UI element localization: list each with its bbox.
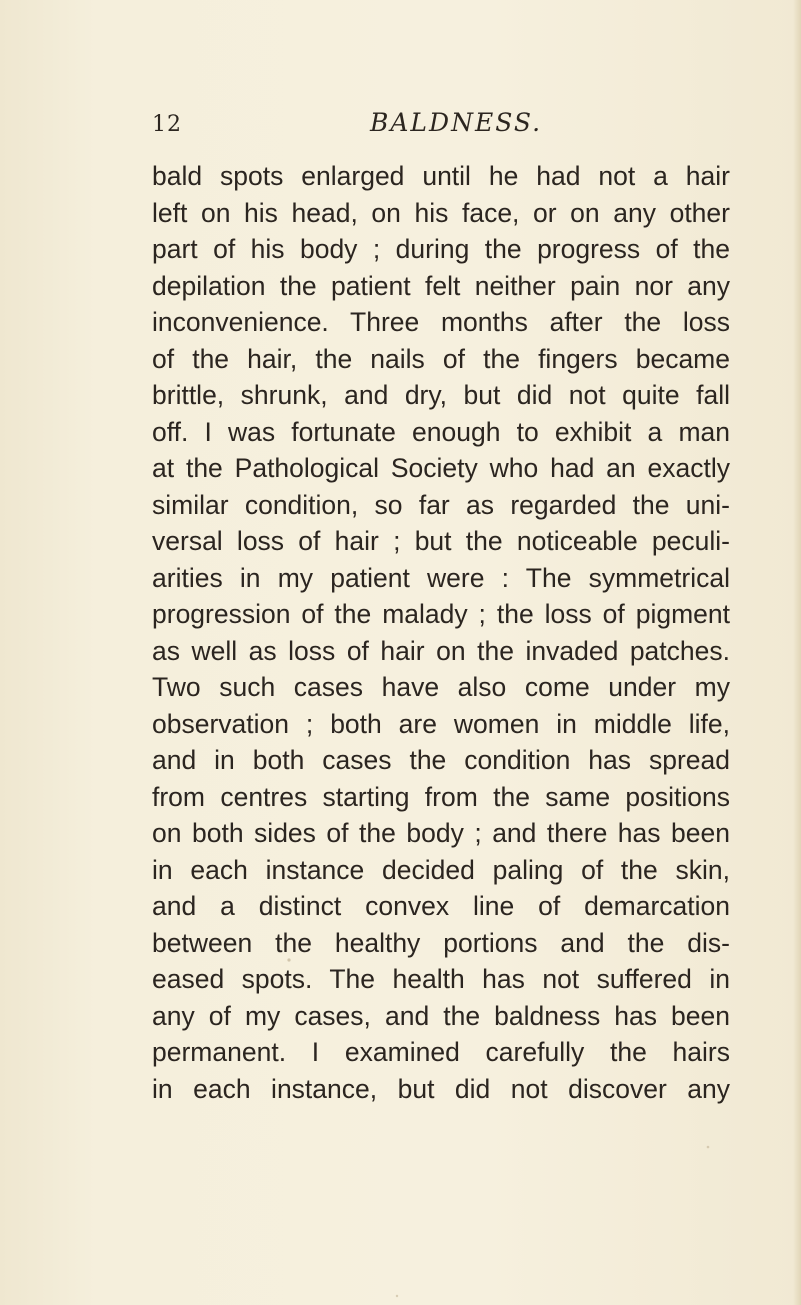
text-line: on both sides of the body ; and there has been (152, 818, 730, 848)
text-line: at the Pathological Society who had an exactly (152, 453, 730, 483)
text-line: as well as loss of hair on the invaded patches. (152, 635, 730, 666)
page-edge-shadow (793, 0, 801, 1305)
text-line: bald spots enlarged until he had not a hair (152, 161, 730, 191)
text-line: from centres starting from the same positions (152, 781, 730, 812)
text-line: Two such cases have also come under my (152, 672, 730, 702)
text-line: depilation the patient felt neither pain nor any (152, 270, 730, 301)
running-title: BALDNESS. (370, 108, 543, 137)
text-line: left on his head, on his face, or on any other (152, 197, 730, 228)
text-line: any of my cases, and the baldness has been (152, 1000, 730, 1031)
text-line: eased spots. The health has not suffered in (152, 964, 730, 994)
text-line: of the hair, the nails of the fingers became (152, 343, 730, 374)
text-line: and in both cases the condition has spread (152, 745, 730, 775)
text-line: and a distinct convex line of demarcation (152, 891, 730, 921)
page-number: 12 (152, 112, 182, 137)
text-line: in each instance decided paling of the skin, (152, 854, 730, 885)
text-line: similar condition, so far as regarded the uni- (152, 489, 730, 520)
text-line: observation ; both are women in middle life, (152, 708, 730, 739)
body-paragraph (152, 158, 730, 1107)
text-line: part of his body ; during the progress of the (152, 234, 730, 264)
text-line: brittle, shrunk, and dry, but did not quite fall (152, 380, 730, 410)
text-line: permanent. I examined carefully the hairs (152, 1037, 730, 1067)
text-line: progression of the malady ; the loss of pigment (152, 599, 730, 629)
text-line: in each instance, but did not discover any (152, 1073, 730, 1104)
text-line: off. I was fortunate enough to exhibit a man (152, 416, 730, 447)
text-line: inconvenience. Three months after the loss (152, 307, 730, 337)
page-header (152, 108, 712, 148)
text-line: versal loss of hair ; but the noticeable peculi- (152, 526, 730, 556)
text-line: between the healthy portions and the dis- (152, 927, 730, 958)
text-line: arities in my patient were : The symmetrical (152, 562, 730, 593)
